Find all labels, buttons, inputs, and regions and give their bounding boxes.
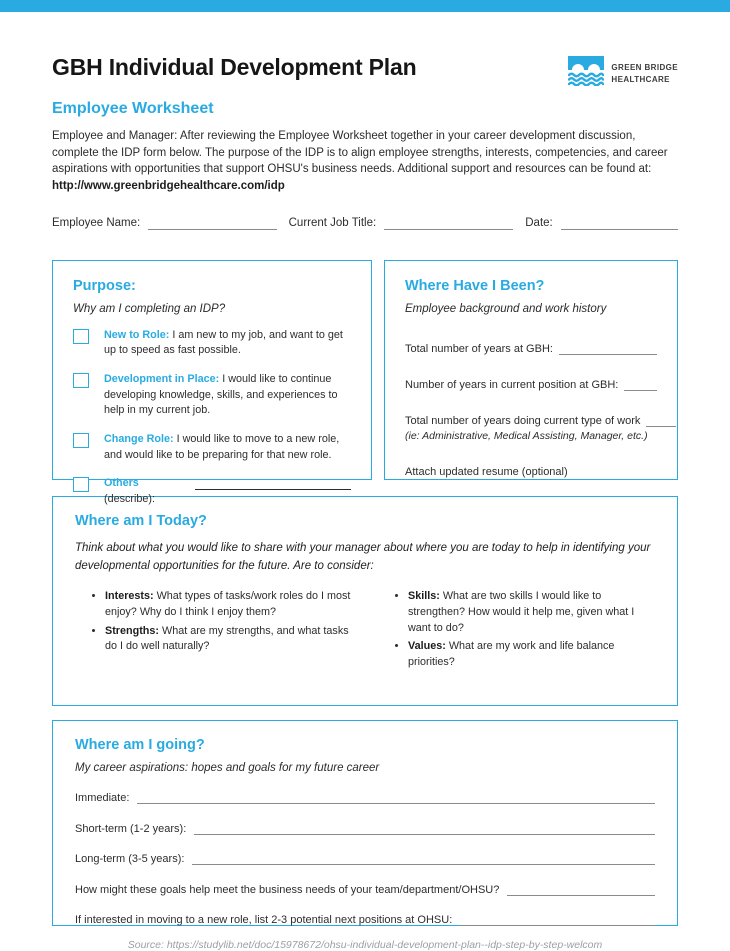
bullet-interests: • Interests: What types of tasks/work roles do I most enjoy? Why do I think I enjoy them? [105,589,352,620]
long-term-goal-row [75,851,655,865]
short-term-goal-row [75,821,655,835]
purpose-option-others [73,476,351,507]
years-at-gbh-input[interactable] [559,341,657,355]
attach-resume-label: Attach updated resume (optional) [405,465,568,478]
logo-line2: HEALTHCARE [611,74,670,84]
idp-url[interactable]: http://www.greenbridgehealthcare.com/idp [52,180,285,193]
short-term-goal-label: Short-term (1-2 years): [75,822,187,835]
business-needs-input[interactable] [507,882,655,896]
bullet-values: • Values: What are my work and life balance priorities? [408,639,655,670]
bullet-strengths: • Strengths: What are my strengths, and what tasks do I do well naturally? [105,624,352,655]
page-title: GBH Individual Development Plan [52,54,417,80]
bullet-skills: • Skills: What are two skills I would like to strengthen? How would it help me, given what I want to do? [408,589,655,636]
top-boxes-row [52,260,678,505]
where-have-i-been-box [384,260,678,480]
date-input[interactable] [561,216,678,230]
date-label: Date: [525,216,553,229]
bullets-right-column [378,589,655,673]
intro-text: Employee and Manager: After reviewing the Employee Worksheet together in your career development discussion, complete the IDP form below. The purpose of the IDP is to align employee strengths, interests, competencies, and career aspirations with opportunities that support OHSU's business needs. Additional support and resources can be found at: [52,130,668,176]
where-been-heading: Where Have I Been? [405,277,545,294]
consideration-bullets [75,589,655,673]
business-needs-label: How might these goals help meet the business needs of your team/department/OHSU? [75,883,500,896]
where-been-subheading: Employee background and work history [405,302,607,315]
intro-paragraph [52,128,678,195]
where-today-heading: Where am I Today? [75,512,207,529]
purpose-subheading: Why am I completing an IDP? [73,302,226,315]
worksheet-subtitle: Employee Worksheet [52,100,214,117]
bridge-water-icon [568,56,604,91]
where-am-i-going-box [52,720,678,926]
immediate-goal-input[interactable] [137,790,655,804]
short-term-goal-input[interactable] [194,821,655,835]
long-term-goal-label: Long-term (3-5 years): [75,853,185,866]
years-current-position-label: Number of years in current position at GBH: [405,378,619,391]
change-role-checkbox[interactable] [73,433,89,448]
logo-text [611,62,678,85]
where-going-subheading: My career aspirations: hopes and goals for my future career [75,761,380,774]
years-current-work-row [405,413,657,427]
long-term-goal-input[interactable] [192,851,655,865]
years-current-work-label: Total number of years doing current type of work [405,414,641,427]
where-today-intro: Think about what you would like to share with your manager about where you are today to help in identifying your developmental opportunities for the future. Are to consider: [75,541,651,572]
immediate-goal-label: Immediate: [75,792,130,805]
new-to-role-checkbox[interactable] [73,329,89,344]
years-at-gbh-row [405,341,657,355]
header [52,54,678,91]
top-accent-bar [0,0,730,12]
years-current-position-row [405,377,657,391]
years-current-work-input[interactable] [646,413,676,427]
years-current-work-block [405,413,657,442]
where-going-heading: Where am I going? [75,736,205,753]
purpose-option-development-in-place [73,372,351,419]
immediate-goal-row [75,790,655,804]
others-describe-input[interactable] [195,476,351,490]
next-positions-label: If interested in moving to a new role, list 2-3 potential next positions at OHSU: [75,914,453,927]
job-title-field [289,216,514,230]
next-positions-row [75,912,655,926]
employee-name-field [52,216,277,230]
employee-name-input[interactable] [148,216,276,230]
bullets-left-column [75,589,352,673]
option-text: Others (describe): [104,477,156,505]
where-am-i-today-box [52,496,678,706]
years-at-gbh-label: Total number of years at GBH: [405,342,553,355]
development-in-place-checkbox[interactable] [73,373,89,388]
logo [568,56,678,91]
purpose-option-new-to-role [73,328,351,359]
date-field [525,216,678,230]
years-current-position-input[interactable] [624,377,657,391]
logo-line1: GREEN BRIDGE [611,62,678,72]
source-attribution: Source: https://studylib.net/doc/15978672/ohsu-individual-development-plan--idp-step-by-step-welcom [127,938,603,951]
option-text: Change Role: I would like to move to a new role, and would like to be preparing for that new role. [104,432,340,461]
goals-rows [69,790,661,926]
purpose-box [52,260,372,505]
years-current-work-note: (ie: Administrative, Medical Assisting, Manager, etc.) [405,429,648,442]
purpose-option-change-role [73,432,351,463]
option-text: New to Role: I am new to my job, and want to get up to speed as fast possible. [104,328,343,357]
job-title-label: Current Job Title: [288,216,377,229]
next-positions-input[interactable] [460,912,655,926]
job-title-input[interactable] [384,216,513,230]
employee-name-label: Employee Name: [52,216,141,229]
option-text: Development in Place: I would like to continue developing knowledge, skills, and experiences to help in my current job. [104,372,338,417]
worksheet-page [0,54,730,951]
business-needs-row [75,882,655,896]
identity-fields-row [52,216,678,230]
others-checkbox[interactable] [73,477,89,492]
purpose-heading: Purpose: [73,277,136,294]
